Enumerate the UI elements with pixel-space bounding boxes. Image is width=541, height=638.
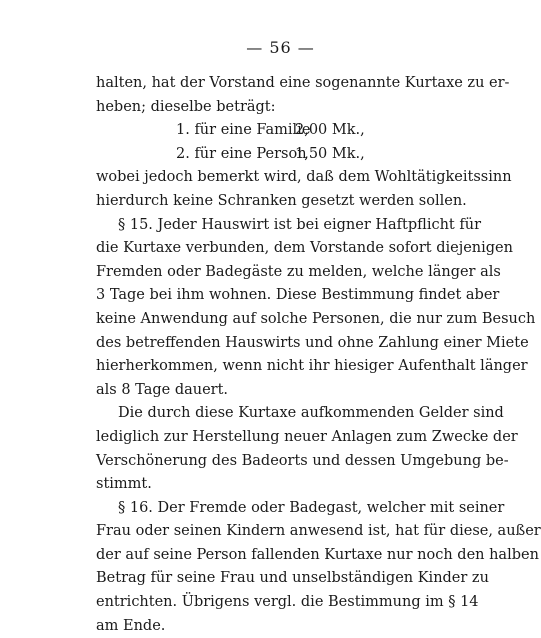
text-line: Fremden oder Badegäste zu melden, welche länger als <box>96 263 501 280</box>
text-line: der auf seine Person fallenden Kurtaxe nur noch den halben <box>96 546 539 563</box>
text-line: des betreffenden Hauswirts und ohne Zahlung einer Miete <box>96 334 529 351</box>
text-line: lediglich zur Herstellung neuer Anlagen zum Zwecke der <box>96 428 518 445</box>
text-line: die Kurtaxe verbunden, dem Vorstande sofort diejenigen <box>96 240 513 257</box>
fee-item-value: 2,00 Mk., <box>295 122 365 139</box>
text-line: § 16. Der Fremde oder Badegast, welcher mit seiner <box>118 499 505 516</box>
text-line: Verschönerung des Badeorts und dessen Umgebung be- <box>96 452 509 469</box>
text-line: Betrag für seine Frau und unselbständigen Kinder zu <box>96 570 489 587</box>
fee-item-label: 1. für eine Familie <box>176 122 311 139</box>
text-line: keine Anwendung auf solche Personen, die nur zum Besuch <box>96 310 536 327</box>
page-number: — 56 — <box>246 38 315 57</box>
text-line: wobei jedoch bemerkt wird, daß dem Wohltätigkeitssinn <box>96 169 512 186</box>
text-line: hierherkommen, wenn nicht ihr hiesiger Aufenthalt länger <box>96 358 528 375</box>
text-line: § 15. Jeder Hauswirt ist bei eigner Haftpflicht für <box>118 216 482 233</box>
text-line: am Ende. <box>96 617 166 634</box>
text-line: heben; dieselbe beträgt: <box>96 98 276 115</box>
fee-item-value: 1,50 Mk., <box>295 145 365 162</box>
text-line: hierdurch keine Schranken gesetzt werden sollen. <box>96 192 467 209</box>
text-line: 3 Tage bei ihm wohnen. Diese Bestimmung findet aber <box>96 287 500 304</box>
body-text <box>96 72 541 638</box>
text-line: stimmt. <box>96 476 152 493</box>
text-line: halten, hat der Vorstand eine sogenannte Kurtaxe zu er- <box>96 75 510 91</box>
text-line: entrichten. Übrigens vergl. die Bestimmung im § 14 <box>96 594 479 611</box>
fee-item-label: 2. für eine Person <box>176 145 307 162</box>
fee-item <box>96 119 469 143</box>
text-line: Frau oder seinen Kindern anwesend ist, hat für diese, außer <box>96 523 541 540</box>
text-line: Die durch diese Kurtaxe aufkommenden Gelder sind <box>118 405 504 422</box>
fee-item <box>96 143 469 167</box>
text-line: als 8 Tage dauert. <box>96 381 229 398</box>
